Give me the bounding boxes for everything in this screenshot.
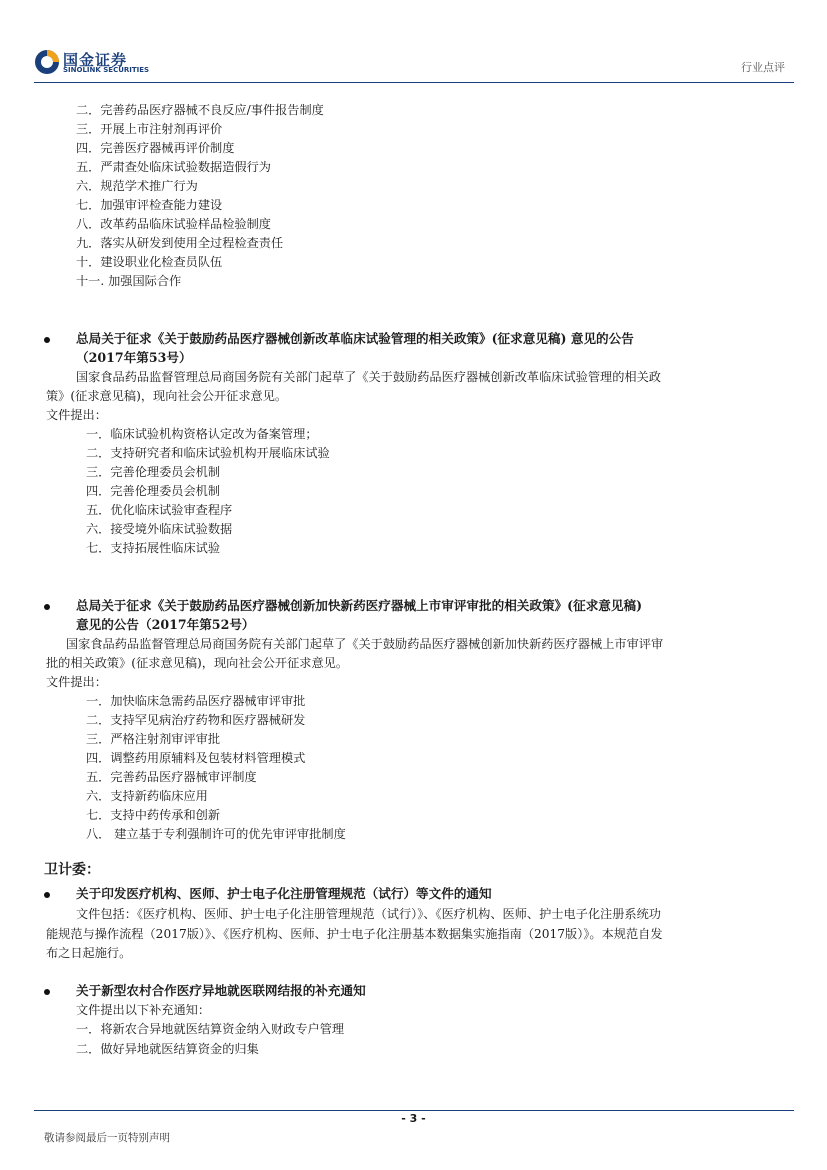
list-item: 二．支持研究者和临床试验机构开展临床试验 (86, 446, 330, 460)
item-paragraph-cont: 策》(征求意见稿)，现向社会公开征求意见。 (46, 389, 288, 403)
bullet-icon (44, 989, 50, 995)
item-title: 关于新型农村合作医疗异地就医联网结报的补充通知 (76, 983, 366, 998)
list-item: 三．完善伦理委员会机制 (86, 465, 221, 479)
item-paragraph-cont: 布之日起施行。 (46, 946, 132, 960)
item-title-cont: （2017年第53号） (76, 350, 192, 365)
bullet-icon (44, 337, 50, 343)
list-item: 八．改革药品临床试验样品检验制度 (76, 217, 271, 231)
item-paragraph: 文件提出以下补充通知： (76, 1003, 211, 1017)
list-item: 五．优化临床试验审查程序 (86, 503, 233, 517)
item-title: 总局关于征求《关于鼓励药品医疗器械创新改革临床试验管理的相关政策》(征求意见稿) 意见的公告 (76, 331, 634, 346)
list-item: 一．将新农合异地就医结算资金纳入财政专户管理 (76, 1022, 345, 1036)
page-header (0, 0, 827, 90)
list-item: 六．接受境外临床试验数据 (86, 522, 233, 536)
page-number: - 3 - (401, 1112, 426, 1125)
footer-divider (34, 1110, 794, 1111)
list-item: 三．严格注射剂审评审批 (86, 732, 221, 746)
logo-mark-icon (34, 49, 60, 75)
item-paragraph: 国家食品药品监督管理总局商国务院有关部门起草了《关于鼓励药品医疗器械创新加快新药医疗器械上市审评审 (66, 637, 664, 651)
list-item: 十．建设职业化检查员队伍 (76, 255, 223, 269)
list-item: 十一. 加强国际合作 (76, 274, 182, 288)
list-item: 二．支持罕见病治疗药物和医疗器械研发 (86, 713, 306, 727)
item-title: 总局关于征求《关于鼓励药品医疗器械创新加快新药医疗器械上市审评审批的相关政策》(征求意见稿) (76, 598, 643, 613)
company-logo (34, 49, 154, 77)
list-item: 九．落实从研发到使用全过程检查责任 (76, 236, 284, 250)
item-paragraph-cont: 能规范与操作流程（2017版）》、《医疗机构、医师、护士电子化注册基本数据集实施指南（2017版）》。本规范自发 (46, 927, 663, 941)
item-paragraph: 国家食品药品监督管理总局商国务院有关部门起草了《关于鼓励药品医疗器械创新改革临床试验管理的相关政 (76, 370, 661, 384)
list-item: 五．严肃查处临床试验数据造假行为 (76, 160, 271, 174)
item-title: 关于印发医疗机构、医师、护士电子化注册管理规范（试行）等文件的通知 (76, 886, 492, 901)
list-item: 四．完善伦理委员会机制 (86, 484, 221, 498)
item-paragraph-cont: 批的相关政策》(征求意见稿)，现向社会公开征求意见。 (46, 656, 349, 670)
list-item: 四．完善医疗器械再评价制度 (76, 141, 235, 155)
item-intro: 文件提出： (46, 675, 107, 689)
list-item: 二．做好异地就医结算资金的归集 (76, 1042, 259, 1056)
list-item: 四．调整药用原辅料及包装材料管理模式 (86, 751, 306, 765)
list-item: 七．支持拓展性临床试验 (86, 541, 221, 555)
header-divider (34, 82, 794, 83)
section-heading: 卫计委： (44, 862, 100, 878)
list-item: 七．加强审评检查能力建设 (76, 198, 223, 212)
list-item: 五．完善药品医疗器械审评制度 (86, 770, 257, 784)
bullet-icon (44, 892, 50, 898)
item-paragraph: 文件包括：《医疗机构、医师、护士电子化注册管理规范（试行）》、《医疗机构、医师、护士电子化注册系统功 (76, 907, 661, 921)
bullet-icon (44, 604, 50, 610)
list-item: 六．规范学术推广行为 (76, 179, 198, 193)
item-intro: 文件提出： (46, 408, 107, 422)
disclaimer-note: 敬请参阅最后一页特别声明 (44, 1132, 170, 1144)
list-item: 二．完善药品医疗器械不良反应/事件报告制度 (76, 103, 324, 117)
logo-chinese-text: 国金证券 (63, 51, 128, 69)
list-item: 三．开展上市注射剂再评价 (76, 122, 223, 136)
list-item: 一．加快临床急需药品医疗器械审评审批 (86, 694, 306, 708)
list-item: 一．临床试验机构资格认定改为备案管理； (86, 427, 318, 441)
report-category: 行业点评 (741, 61, 785, 74)
logo-english-text: SINOLINK SECURITIES (63, 66, 150, 74)
list-item: 六．支持新药临床应用 (86, 789, 208, 803)
list-item: 八． 建立基于专利强制许可的优先审评审批制度 (86, 827, 346, 841)
list-item: 七．支持中药传承和创新 (86, 808, 221, 822)
item-title-cont: 意见的公告（2017年第52号） (76, 617, 255, 632)
